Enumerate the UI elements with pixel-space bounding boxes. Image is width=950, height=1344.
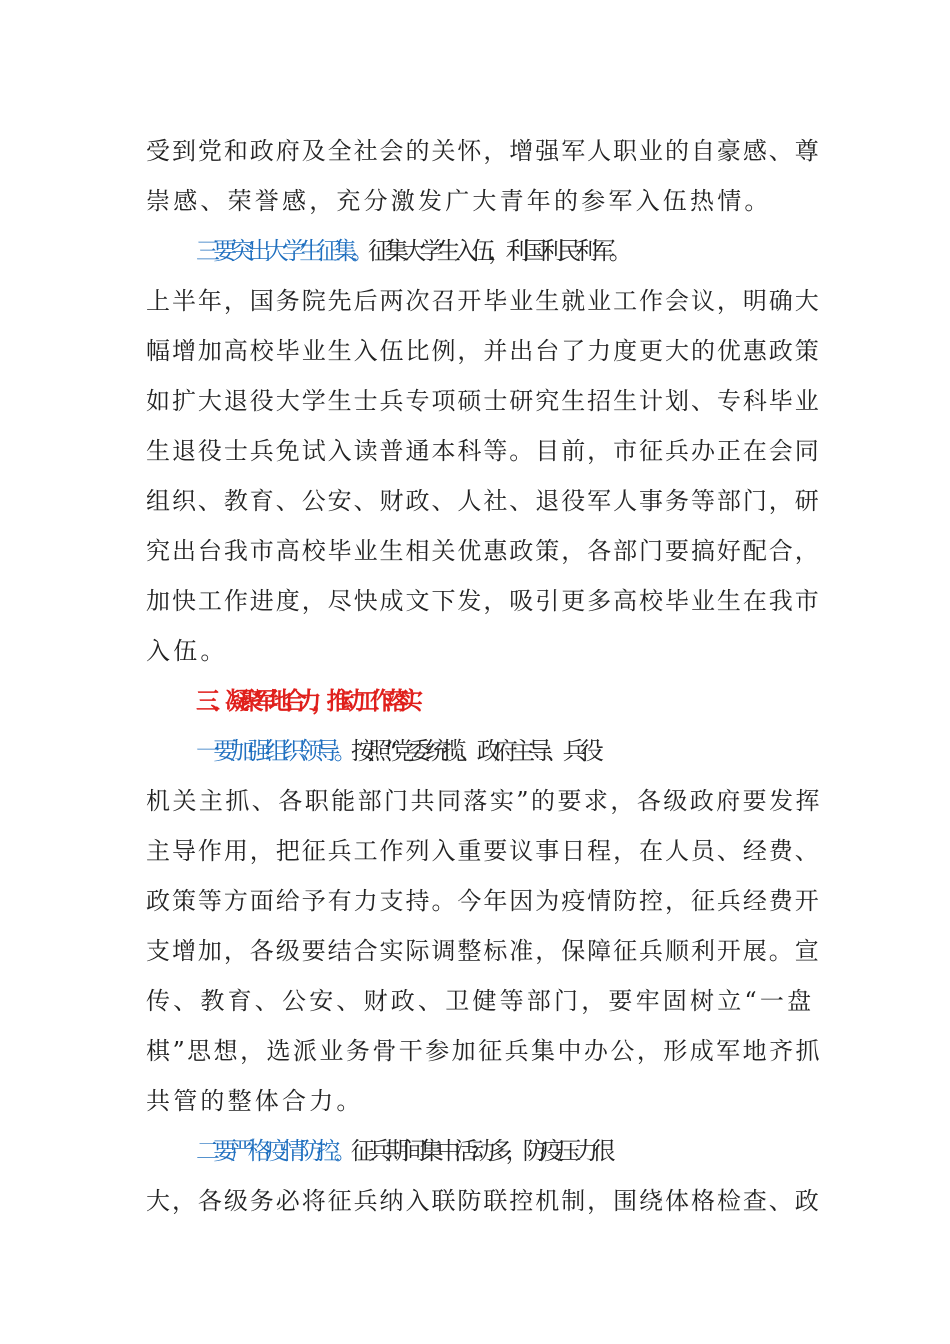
paragraph-lead: 三要突出大学生征集。 — [196, 237, 368, 265]
body-line — [146, 1076, 816, 1126]
paragraph-first-line — [196, 226, 866, 276]
body-line — [146, 326, 821, 376]
line-text: 征兵期间集中活动多，防疫压力很 — [350, 1137, 609, 1165]
paragraph-lead: 一要加强组织领导。 — [196, 737, 351, 765]
line-text: 传、教育、公安、财政、卫健等部门，要牢固树立“一盘 — [146, 987, 815, 1015]
line-text: 政策等方面给予有力支持。今年因为疫情防控，征兵经费开 — [146, 887, 821, 915]
body-line — [146, 426, 821, 476]
line-text: 棋”思想，选派业务骨干参加征兵集中办公，形成军地齐抓 — [146, 1037, 822, 1065]
body-line — [146, 826, 821, 876]
line-text: 究出台我市高校毕业生相关优惠政策，各部门要搞好配合， — [146, 537, 821, 565]
line-text: 按照“党委统揽、政府主导、兵役 — [350, 737, 598, 765]
body-line — [146, 1176, 821, 1226]
line-text: 共管的整体合力。 — [146, 1087, 364, 1115]
line-text: 支增加，各级要结合实际调整标准，保障征兵顺利开展。宣 — [146, 937, 821, 965]
body-line — [146, 776, 822, 826]
body-line — [146, 176, 816, 226]
heading-text: 三、凝聚军地合力，推动工作落实 — [196, 687, 414, 715]
body-line — [146, 526, 821, 576]
body-line — [146, 476, 821, 526]
section-heading — [196, 676, 866, 726]
line-text: 加快工作进度，尽快成文下发，吸引更多高校毕业生在我市 — [146, 587, 821, 615]
line-text: 入伍。 — [146, 637, 228, 665]
line-text: 主导作用，把征兵工作列入重要议事日程，在人员、经费、 — [146, 837, 821, 865]
body-line — [146, 276, 821, 326]
body-line — [146, 576, 821, 626]
line-text: 组织、教育、公安、财政、人社、退役军人事务等部门，研 — [146, 487, 821, 515]
line-text: 机关主抓、各职能部门共同落实”的要求，各级政府要发挥 — [146, 787, 822, 815]
line-text: 大，各级务必将征兵纳入联防联控机制，围绕体格检查、政 — [146, 1187, 821, 1215]
paragraph-first-line — [196, 1126, 866, 1176]
line-text: 幅增加高校毕业生入伍比例，并出台了力度更大的优惠政策 — [146, 337, 821, 365]
line-text: 如扩大退役大学生士兵专项硕士研究生招生计划、专科毕业 — [146, 387, 821, 415]
body-line — [146, 626, 816, 676]
body-line — [146, 926, 821, 976]
body-line — [146, 876, 821, 926]
body-line — [146, 126, 821, 176]
paragraph-lead: 二要严格疫情防控。 — [196, 1137, 351, 1165]
paragraph-first-line — [196, 726, 866, 776]
line-text: 上半年，国务院先后两次召开毕业生就业工作会议，明确大 — [146, 287, 821, 315]
body-line — [146, 976, 816, 1026]
line-text: 受到党和政府及全社会的关怀，增强军人职业的自豪感、尊 — [146, 137, 821, 165]
line-text: 征集大学生入伍，利国利民利军。 — [368, 237, 626, 265]
line-text: 崇感、荣誉感，充分激发广大青年的参军入伍热情。 — [146, 187, 772, 215]
body-line — [146, 1026, 822, 1076]
line-text: 生退役士兵免试入读普通本科等。目前，市征兵办正在会同 — [146, 437, 821, 465]
body-line — [146, 376, 821, 426]
